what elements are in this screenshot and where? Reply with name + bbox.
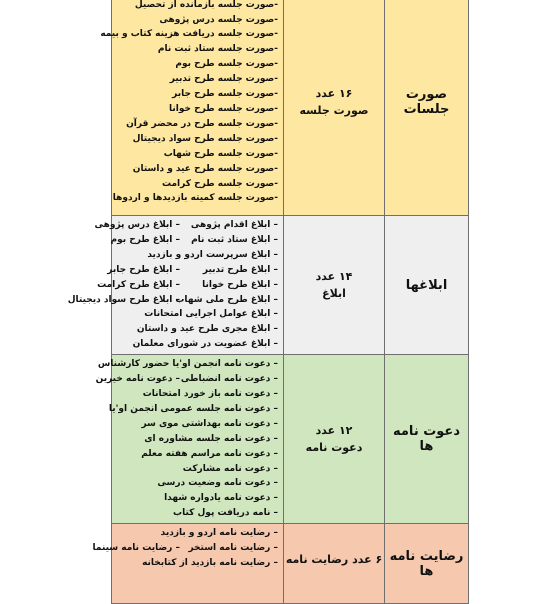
count-cell xyxy=(284,355,385,524)
list-item: – ابلاغ ستاد ثبت نام xyxy=(191,234,278,245)
list-item: -صورت جلسه ستاد ثبت نام xyxy=(157,44,278,55)
list-item: – رضایت نامه استخر xyxy=(188,543,278,554)
list-item: – رضایت نامه سینما xyxy=(92,543,180,554)
count-label: دعوت نامه xyxy=(305,441,363,455)
list-item: -صورت جلسه طرح تدبیر xyxy=(169,74,278,85)
table-row xyxy=(112,524,469,604)
list-pair xyxy=(95,372,278,387)
count-value: ۶ عدد رضایت نامه xyxy=(285,553,383,567)
list-item: – دعوت نامه جلسه عمومی انجمن او'یا xyxy=(108,403,278,414)
list-item: – ابلاغ طرح ملی شهاب xyxy=(175,294,278,305)
list-item: – ابلاغ طرح بوم xyxy=(110,234,180,245)
count-value: ۱۲ عدد xyxy=(315,424,353,438)
list-item: -صورت جلسه طرح جابر xyxy=(172,89,278,100)
count-value: ۱۴ عدد xyxy=(315,270,353,284)
list-pair xyxy=(94,218,278,233)
list-pair xyxy=(97,278,278,293)
list-item: – دعوت نامه انضباطی xyxy=(180,374,278,385)
list-item: -صورت جلسه طرح کرامت xyxy=(161,178,278,189)
list-item: – ابلاغ درس پژوهی xyxy=(94,220,180,230)
list-item: – دعوت نامه خیرین xyxy=(95,374,180,385)
count-cell xyxy=(284,0,385,216)
table-row xyxy=(112,0,469,216)
section-title: ابلاغها xyxy=(385,216,469,355)
count-cell xyxy=(284,216,385,355)
list-item: -صورت جلسه کمیته بازدیدها و اردوها xyxy=(112,193,278,204)
list-item: -صورت جلسه بازمانده از تحصیل xyxy=(134,0,278,10)
list-item: -صورت جلسه طرح عید و داستان xyxy=(132,163,278,174)
table-row xyxy=(112,216,469,355)
items-cell xyxy=(95,355,284,524)
table-row xyxy=(112,355,469,524)
list-item: – دعوت نامه مراسم هفته معلم xyxy=(141,448,278,459)
list-item: -صورت جلسه طرح خوانا xyxy=(168,104,278,114)
forms-table xyxy=(67,0,469,604)
list-item: -صورت جلسه طرح بوم xyxy=(175,59,278,70)
list-item: – ابلاغ طرح تدبیر xyxy=(202,264,278,275)
list-item: – دعوت نامه وضعیت درسی xyxy=(157,478,278,489)
count-label: صورت جلسه xyxy=(299,104,369,117)
section-title: صورت جلسات xyxy=(385,0,469,216)
list-item: – ابلاغ مجری طرح عید و داستان xyxy=(136,324,278,335)
section-title: رضایت نامه ها xyxy=(385,524,469,604)
count-cell xyxy=(284,524,385,604)
list-item: – رضایت نامه اردو و بازدید xyxy=(160,528,278,539)
list-pair xyxy=(92,541,278,556)
list-item: -صورت جلسه طرح شهاب xyxy=(163,148,278,159)
list-item: – دعوت نامه جلسه مشاوره ای xyxy=(144,433,278,444)
list-item: – ابلاغ عوامل اجرایی امتحانات xyxy=(144,309,278,320)
list-item: -صورت جلسه درس پژوهی xyxy=(159,14,278,25)
count-value: ۱۶ عدد xyxy=(315,87,353,100)
list-item: – ابلاغ طرح جابر xyxy=(107,264,180,275)
list-item: – دعوت نامه بهداشتی موی سر xyxy=(141,418,278,429)
section-title: دعوت نامه ها xyxy=(385,355,469,524)
list-item: -صورت جلسه طرح سواد دیجیتال xyxy=(132,133,278,144)
list-pair xyxy=(67,293,278,308)
list-item: – ابلاغ طرح کرامت xyxy=(97,279,180,290)
items-cell xyxy=(100,0,284,216)
list-item: – ابلاغ طرح سواد دیجیتال xyxy=(67,294,180,305)
list-item: -صورت جلسه دریافت هزینه کتاب و بیمه xyxy=(100,29,278,40)
list-item: -صورت جلسه طرح در محضر قرآن xyxy=(126,118,278,129)
count-label: ابلاغ xyxy=(322,287,346,301)
list-item: – دعوت نامه باز خورد امتحانات xyxy=(142,388,278,399)
list-item: – ابلاغ طرح خوانا xyxy=(202,279,278,290)
list-item: – ابلاغ اقدام پژوهی xyxy=(190,220,278,230)
list-item: – دعوت نامه یادواره شهدا xyxy=(164,493,278,504)
list-item: – دعوت نامه انجمن او'یا حضور کارشناس xyxy=(97,359,278,370)
list-item: – دعوت نامه مشارکت xyxy=(182,463,278,474)
items-cell xyxy=(92,524,284,604)
list-pair xyxy=(107,263,278,278)
list-item: – ابلاغ سرپرست اردو و بازدید xyxy=(147,249,278,260)
list-item: – رضایت نامه بازدید از کتابخانه xyxy=(142,557,278,568)
items-cell xyxy=(67,216,284,355)
list-item: – ابلاغ عضویت در شورای معلمان xyxy=(132,339,278,350)
list-item: – نامه دریافت پول کتاب xyxy=(173,508,278,519)
list-pair xyxy=(110,233,278,248)
